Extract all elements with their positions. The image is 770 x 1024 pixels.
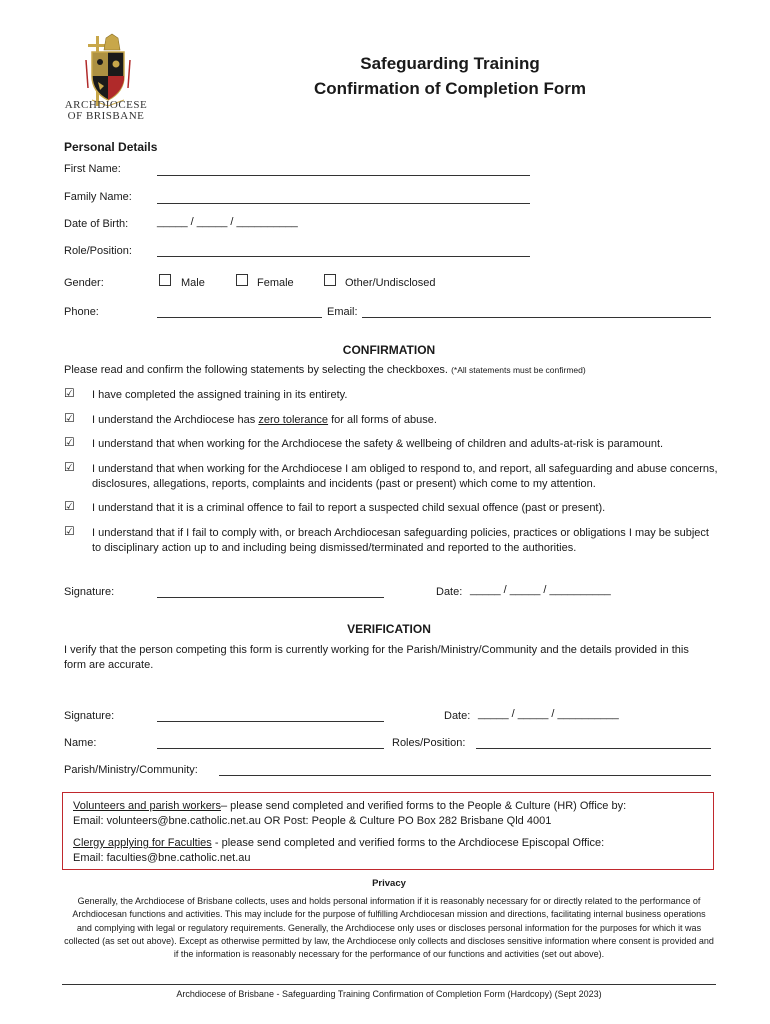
gender-female-label: Female — [257, 277, 294, 289]
statement-1: I have completed the assigned training in its entirety. — [92, 389, 348, 401]
confirmation-date-field[interactable]: _____ / _____ / __________ — [470, 584, 611, 596]
confirmation-date-label: Date: — [436, 586, 463, 598]
clergy-instructions: Clergy applying for Faculties - please send completed and verified forms to the Archdiocese Episcopal Office: — [73, 837, 605, 849]
footer-text: Archdiocese of Brisbane - Safeguarding Training Confirmation of Completion Form (Hardcopy) (Sept 2023) — [176, 989, 602, 999]
email-field[interactable] — [362, 317, 711, 318]
page-subtitle: Confirmation of Completion Form — [314, 79, 586, 98]
role-field[interactable] — [157, 256, 530, 257]
volunteers-contact: Email: volunteers@bne.catholic.net.au OR Post: People & Culture PO Box 282 Brisbane Qld 4001 — [73, 815, 552, 827]
family-name-label: Family Name: — [64, 191, 132, 203]
parish-field[interactable] — [219, 775, 711, 776]
phone-field[interactable] — [157, 317, 322, 318]
statement-5: I understand that it is a criminal offence to fail to report a suspected child sexual offence (past or present). — [92, 502, 606, 514]
statement-1-checkbox[interactable]: ☑ — [64, 386, 75, 400]
statement-2: I understand the Archdiocese has zero tolerance for all forms of abuse. — [92, 414, 437, 426]
statement-4-checkbox[interactable]: ☑ — [64, 460, 75, 474]
first-name-label: First Name: — [64, 163, 121, 175]
org-name: ARCHDIOCESE OF BRISBANE — [64, 99, 148, 122]
confirmation-signature-field[interactable] — [157, 597, 384, 598]
gender-male-checkbox[interactable] — [159, 274, 171, 286]
statement-5-checkbox[interactable]: ☑ — [64, 499, 75, 513]
personal-details-heading: Personal Details — [64, 140, 158, 154]
verification-role-label: Roles/Position: — [392, 737, 466, 749]
dob-label: Date of Birth: — [64, 218, 129, 230]
submission-notice-box — [62, 792, 714, 870]
verification-date-field[interactable]: _____ / _____ / __________ — [478, 708, 619, 720]
first-name-field[interactable] — [157, 175, 530, 176]
volunteers-link[interactable]: Volunteers and parish workers — [73, 800, 221, 812]
confirmation-signature-label: Signature: — [64, 586, 115, 598]
verification-role-field[interactable] — [476, 748, 711, 749]
family-name-field[interactable] — [157, 203, 530, 204]
statement-3-checkbox[interactable]: ☑ — [64, 435, 75, 449]
footer-divider — [62, 984, 716, 985]
statement-6-checkbox[interactable]: ☑ — [64, 524, 75, 538]
page-title: Safeguarding Training — [360, 54, 540, 73]
verification-name-label: Name: — [64, 737, 97, 749]
gender-male-label: Male — [181, 277, 205, 289]
statement-3: I understand that when working for the Archdiocese the safety & wellbeing of children and adults-at-risk is paramount. — [92, 438, 664, 450]
privacy-heading: Privacy — [372, 878, 406, 889]
volunteers-instructions: Volunteers and parish workers– please send completed and verified forms to the People & Culture (HR) Office by: — [73, 800, 627, 812]
phone-label: Phone: — [64, 306, 99, 318]
parish-label: Parish/Ministry/Community: — [64, 764, 198, 776]
verification-date-label: Date: — [444, 710, 471, 722]
confirmation-heading: CONFIRMATION — [342, 343, 436, 357]
verification-name-field[interactable] — [157, 748, 384, 749]
email-label: Email: — [327, 306, 358, 318]
verification-text: I verify that the person competing this form is currently working for the Parish/Ministry/Community and the details provided in this form are accurate. — [64, 644, 689, 671]
gender-other-label: Other/Undisclosed — [345, 277, 436, 289]
statement-4: I understand that when working for the Archdiocese I am obliged to respond to, and report, all safeguarding and abuse concerns, disclosures, allegations, reports, complaints and incidents (past or present) which come to my attention. — [92, 463, 718, 490]
privacy-text: Generally, the Archdiocese of Brisbane collects, uses and holds personal information if it is reasonably necessary for or directly related to the performance of Archdiocesan functions and activities. This may include for the purpose of fulfilling Archdiocesan mission and directions, facilitating internal business operations and complying with legal or regulatory requirements. Generally, the Archdiocese only uses or discloses personal information for the purposes for which it was collected (as set out above). Except as otherwise permitted by law, the Archdiocese only collects and discloses sensitive information where consent is provided and if the information is reasonably necessary for the performance of our functions and activities (set out above). — [64, 896, 714, 960]
statement-2-checkbox[interactable]: ☑ — [64, 411, 75, 425]
gender-female-checkbox[interactable] — [236, 274, 248, 286]
gender-label: Gender: — [64, 277, 104, 289]
dob-field[interactable]: _____ / _____ / __________ — [157, 216, 298, 228]
role-label: Role/Position: — [64, 245, 132, 257]
verification-signature-label: Signature: — [64, 710, 115, 722]
gender-other-checkbox[interactable] — [324, 274, 336, 286]
zero-tolerance-text: zero tolerance — [258, 414, 329, 426]
clergy-link[interactable]: Clergy applying for Faculties — [73, 837, 212, 849]
statement-6: I understand that if I fail to comply with, or breach Archdiocesan safeguarding policies, practices or obligations I may be subject to disciplinary action up to and including being dismissed/terminated and reported to the authorities. — [92, 527, 709, 554]
confirmation-intro: Please read and confirm the following statements by selecting the checkboxes. (*All statements must be confirmed) — [64, 364, 586, 376]
verification-signature-field[interactable] — [157, 721, 384, 722]
verification-heading: VERIFICATION — [347, 622, 431, 636]
clergy-contact: Email: faculties@bne.catholic.net.au — [73, 852, 251, 864]
